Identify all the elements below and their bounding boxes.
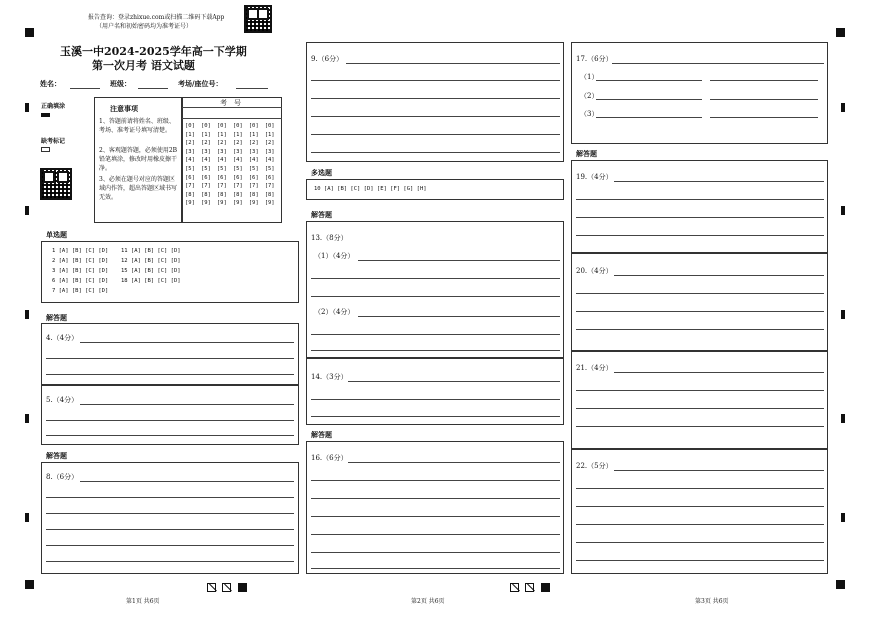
timing-mark [25,513,29,522]
class-label: 班级： [110,79,131,88]
timing-mark [841,513,845,522]
answer-line[interactable] [311,480,560,481]
question-label-q19: 19.（4分） [576,173,613,181]
timing-mark [25,310,29,319]
question-label-q13-1: （1）（4分） [314,252,355,260]
page-number: 第2页 共6页 [411,598,445,605]
answer-line[interactable] [46,374,294,375]
page-code-icon [222,583,231,592]
timing-mark [841,103,845,112]
answer-line[interactable] [576,217,824,218]
answer-line[interactable] [576,199,824,200]
name-field[interactable] [70,88,100,89]
answer-line[interactable] [576,311,824,312]
question-label-q17-2: （2） [580,92,599,100]
answer-line[interactable] [614,372,824,373]
timing-mark [25,206,29,215]
page-subtitle: 第一次月考 语文试题 [92,59,195,72]
section-title-multi-choice: 多选题 [311,168,332,177]
timing-mark [841,414,845,423]
answer-line[interactable] [46,545,294,546]
choice-row[interactable]: 11 [A] [B] [C] [D] [121,248,181,254]
answer-line[interactable] [311,399,560,400]
section-title-answer: 解答题 [311,430,332,439]
answer-line[interactable] [80,342,294,343]
corner-mark [836,28,845,37]
answer-box-q9 [306,42,564,162]
choice-row[interactable]: 3 [A] [B] [C] [D] [52,268,109,274]
answer-line[interactable] [311,568,560,569]
choice-row[interactable]: 10 [A] [B] [C] [D] [E] [F] [G] [H] [314,186,427,192]
exam-number-grid[interactable]: [0] [0] [0] [0] [0] [0] [1] [1] [1] [1] [1] [1] [2] [2] [2] [2] [2] [2] [3] [3] [3] [3] [3] [3] [4] [4] [4] [4] [4] [4] [5] [5] [5] [5] [5] [5] [6] [6] [6] [6] [6] [6] [7] [7] [7] [7] [7] [7] [8] [8] [8] [8] [8] [8] [9] [9] [9] [9] [9] [9] [185,123,275,207]
answer-line[interactable] [576,426,824,427]
page-code-icon [525,583,534,592]
page-code-icon [238,583,247,592]
notes-item: 3、必须在题号对应的答题区域内作答，超出答题区域书写无效。 [99,176,178,201]
page-code-icon [207,583,216,592]
answer-line[interactable] [80,481,294,482]
room-field[interactable] [236,88,268,89]
choice-row[interactable]: 7 [A] [B] [C] [D] [52,288,109,294]
answer-line[interactable] [710,99,818,100]
answer-line[interactable] [576,560,824,561]
page-title: 玉溪一中2024-2025学年高一下学期 [60,45,247,58]
answer-line[interactable] [311,116,560,117]
question-label-q16: 16.（6分） [311,454,348,462]
timing-mark [25,103,29,112]
question-label-q9: 9.（6分） [311,55,344,63]
answer-line[interactable] [576,488,824,489]
corner-mark [836,580,845,589]
answer-line[interactable] [596,80,702,81]
question-label-q14: 14.（3分） [311,373,348,381]
question-label-q17: 17.（6分） [576,55,613,63]
answer-line[interactable] [311,134,560,135]
answer-line[interactable] [576,235,824,236]
question-label-q22: 22.（5分） [576,462,613,470]
answer-line[interactable] [311,498,560,499]
notice-line1: 报告查询：登录zhixue.com或扫描二维码下载App [88,14,225,21]
answer-line[interactable] [710,80,818,81]
section-title-answer: 解答题 [46,451,67,460]
answer-box-q14 [306,358,564,425]
answer-line[interactable] [46,420,294,421]
question-label-q20: 20.（4分） [576,267,613,275]
answer-line[interactable] [596,117,702,118]
answer-line[interactable] [576,524,824,525]
notes-item: 1、答题前请将姓名、班级、考场、准考证号填写清楚。 [99,118,175,134]
divider [182,107,282,108]
section-title-answer: 解答题 [311,210,332,219]
answer-line[interactable] [576,506,824,507]
qr-code-icon [244,5,272,33]
answer-line[interactable] [311,296,560,297]
notes-title: 注意事项 [110,104,138,113]
answer-line[interactable] [576,542,824,543]
answer-line[interactable] [576,390,824,391]
question-label-q13: 13.（8分） [311,234,348,242]
question-label-q17-1: （1） [580,73,599,81]
corner-mark [25,28,34,37]
question-label-q21: 21.（4分） [576,364,613,372]
notes-item: 2、客观题答题，必须使用2B铅笔填涂，修改时用橡皮擦干净。 [99,147,178,172]
section-title-answer: 解答题 [46,313,67,322]
choice-row[interactable]: 2 [A] [B] [C] [D] [52,258,109,264]
correct-fill-label: 正确填涂 [41,103,66,110]
answer-line[interactable] [80,404,294,405]
page-number: 第1页 共6页 [126,598,160,605]
choice-row[interactable]: 18 [A] [B] [C] [D] [121,278,181,284]
answer-line[interactable] [612,63,824,64]
answer-line[interactable] [614,275,824,276]
answer-line[interactable] [348,381,560,382]
page-code-icon [541,583,550,592]
answer-line[interactable] [46,561,294,562]
answer-box-q5 [41,385,299,445]
section-title-answer: 解答题 [576,149,597,158]
corner-mark [25,580,34,589]
choice-row[interactable]: 1 [A] [B] [C] [D] [52,248,109,254]
answer-line[interactable] [46,435,294,436]
answer-line[interactable] [311,152,560,153]
answer-line[interactable] [710,117,818,118]
class-field[interactable] [138,88,168,89]
answer-line[interactable] [46,358,294,359]
answer-line[interactable] [46,513,294,514]
correct-fill-sample [41,113,50,117]
answer-line[interactable] [346,63,560,64]
answer-line[interactable] [576,329,824,330]
answer-line[interactable] [358,316,560,317]
question-label-q8: 8.（6分） [46,473,79,481]
answer-line[interactable] [46,497,294,498]
question-label-q17-3: （3） [580,110,599,118]
timing-mark [841,206,845,215]
question-label-q4: 4.（4分） [46,334,79,342]
answer-line[interactable] [596,99,702,100]
question-label-q13-2: （2）（4分） [314,308,355,316]
timing-mark [25,414,29,423]
absent-label: 缺考标记 [41,138,66,145]
page-code-icon [510,583,519,592]
divider [182,118,282,119]
notice-line2: （用户名和初始密码均为准考证号） [96,23,193,30]
answer-line[interactable] [311,416,560,417]
name-label: 姓名： [40,79,61,88]
answer-line[interactable] [311,278,560,279]
answer-line[interactable] [311,516,560,517]
section-title-single-choice: 单选题 [46,230,67,239]
answer-line[interactable] [311,80,560,81]
choice-row[interactable]: 6 [A] [B] [C] [D] [52,278,109,284]
answer-box-q4 [41,323,299,385]
page-number: 第3页 共6页 [695,598,729,605]
answer-line[interactable] [311,334,560,335]
answer-box-q8 [41,462,299,574]
answer-line[interactable] [46,529,294,530]
answer-line[interactable] [311,534,560,535]
answer-line[interactable] [348,462,560,463]
timing-mark [841,310,845,319]
room-label: 考场/座位号： [178,79,223,88]
qr-code-icon [40,168,72,200]
answer-line[interactable] [311,552,560,553]
exam-number-label: 考 号 [220,99,241,107]
answer-line[interactable] [576,293,824,294]
answer-line[interactable] [614,181,824,182]
answer-line[interactable] [576,408,824,409]
answer-line[interactable] [311,350,560,351]
choice-row[interactable]: 15 [A] [B] [C] [D] [121,268,181,274]
answer-line[interactable] [311,98,560,99]
answer-line[interactable] [358,260,560,261]
absent-checkbox[interactable] [41,147,50,152]
answer-line[interactable] [614,470,824,471]
choice-row[interactable]: 12 [A] [B] [C] [D] [121,258,181,264]
question-label-q5: 5.（4分） [46,396,79,404]
